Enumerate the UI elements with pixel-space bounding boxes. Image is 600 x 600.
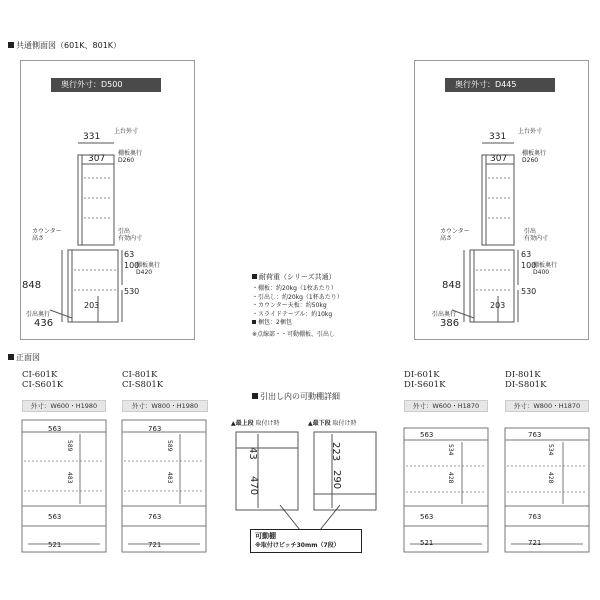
front-3-bot-w: 521 <box>420 539 434 547</box>
right-top-label: 上台外寸 <box>518 128 543 135</box>
right-pull-label: 引出 有効内寸 <box>524 228 549 242</box>
front-4-d2: 428 <box>547 472 554 484</box>
right-pull-depth-label: 引出奥行 <box>432 311 457 318</box>
left-dim-530: 530 <box>124 287 140 296</box>
side-section-title: 共通側面図（601K、801K） <box>8 40 121 51</box>
drawer-top-dim-0: 470 <box>248 476 259 496</box>
left-dim-top: 331 <box>83 132 101 142</box>
right-shelf-label: 棚板奥行 D260 <box>522 150 547 164</box>
left-depth-bar: 奥行外寸：D500 <box>51 78 161 92</box>
drawer-bottom-dim-1: 223 <box>330 442 341 462</box>
drawer-bottom-tab: ▲最下段 取付け時 <box>308 420 357 427</box>
front-2-mid-w: 763 <box>148 513 162 521</box>
front-4-model: DI-801K DI-S801K <box>505 370 547 390</box>
front-3-d2: 428 <box>447 472 454 484</box>
right-dim-shelf: 307 <box>490 154 508 164</box>
right-side-drawing <box>414 60 589 340</box>
section-square-icon <box>252 274 257 279</box>
front-1-top-w: 563 <box>48 425 62 433</box>
load-notes-lines: ・棚板：約20kg（1枚あたり） ・引出し：約20kg（1杯あたり） ・カウンター天板：約50kg ・スライドテーブル：約10kg <box>252 285 343 318</box>
front-3-top-w: 563 <box>420 431 434 439</box>
front-1-size: 外寸：W600・H1980 <box>22 400 106 412</box>
left-shelf2-label: 棚板奥行 D420 <box>136 262 161 276</box>
right-depth-bar: 奥行外寸：D445 <box>445 78 555 92</box>
left-counter-label: カウンター 高さ <box>32 228 62 242</box>
left-pull-depth-label: 引出奥行 <box>26 311 51 318</box>
front-1-drawing <box>20 416 110 556</box>
right-dim-100: 100 <box>521 261 537 270</box>
drawer-top-tab: ▲最上段 取付け時 <box>231 420 280 427</box>
right-dim-63: 63 <box>521 250 532 259</box>
left-dim-848: 848 <box>22 280 42 291</box>
load-notes <box>252 272 343 339</box>
load-notes-title: 耐荷重（シリーズ共通） <box>252 272 343 282</box>
movable-shelf-callout: 可動棚 ※取付けピッチ30mm（7段） <box>250 529 362 553</box>
left-pull-label: 引出 有効内寸 <box>118 228 143 242</box>
front-1-d1: 589 <box>66 440 73 452</box>
right-counter-label: カウンター 高さ <box>440 228 470 242</box>
left-top-label: 上台外寸 <box>114 128 139 135</box>
load-notes-pack: 梱包：2梱包 <box>252 319 343 328</box>
front-3-model: DI-601K DI-S601K <box>404 370 446 390</box>
front-4-top-w: 763 <box>528 431 542 439</box>
left-dim-pull-depth: 436 <box>34 318 54 329</box>
front-2-drawing <box>120 416 210 556</box>
left-dim-63: 63 <box>124 250 135 259</box>
front-2-d2: 483 <box>166 472 173 484</box>
front-4-bot-w: 721 <box>528 539 542 547</box>
section-square-icon <box>8 354 14 360</box>
front-1-bot-w: 521 <box>48 541 62 549</box>
left-shelf-label: 棚板奥行 D260 <box>118 150 143 164</box>
right-dim-top: 331 <box>489 132 507 142</box>
left-dim-100: 100 <box>124 261 140 270</box>
right-dim-203: 203 <box>490 301 506 310</box>
section-square-icon <box>252 320 256 324</box>
front-3-d1: 534 <box>447 444 454 456</box>
drawer-top-dim-1: 43 <box>247 447 258 460</box>
drawer-bottom-dim-0: 290 <box>331 470 342 490</box>
front-4-d1: 534 <box>547 444 554 456</box>
front-2-size: 外寸：W800・H1980 <box>122 400 208 412</box>
front-1-mid-w: 563 <box>48 513 62 521</box>
right-shelf2-label: 棚板奥行 D400 <box>533 262 558 276</box>
section-square-icon <box>8 42 14 48</box>
front-2-top-w: 763 <box>148 425 162 433</box>
front-3-mid-w: 563 <box>420 513 434 521</box>
front-section-title: 正面図 <box>8 352 40 363</box>
front-2-model: CI-801K CI-S801K <box>122 370 164 390</box>
load-notes-footnote: ※点線部・・可動棚板、引出し <box>252 330 336 338</box>
front-4-size: 外寸：W800・H1870 <box>505 400 589 412</box>
front-1-model: CI-601K CI-S601K <box>22 370 64 390</box>
drawer-detail-title: 引出し内の可動棚詳細 <box>252 391 340 402</box>
front-4-mid-w: 763 <box>528 513 542 521</box>
left-dim-shelf: 307 <box>88 154 106 164</box>
right-dim-848: 848 <box>442 280 462 291</box>
right-dim-pull-depth: 386 <box>440 318 460 329</box>
front-1-d2: 483 <box>66 472 73 484</box>
front-3-size: 外寸：W600・H1870 <box>404 400 488 412</box>
front-2-bot-w: 721 <box>148 541 162 549</box>
front-2-d1: 589 <box>166 440 173 452</box>
section-square-icon <box>252 393 258 399</box>
left-dim-203: 203 <box>84 301 100 310</box>
left-side-drawing <box>20 60 195 340</box>
right-dim-530: 530 <box>521 287 537 296</box>
